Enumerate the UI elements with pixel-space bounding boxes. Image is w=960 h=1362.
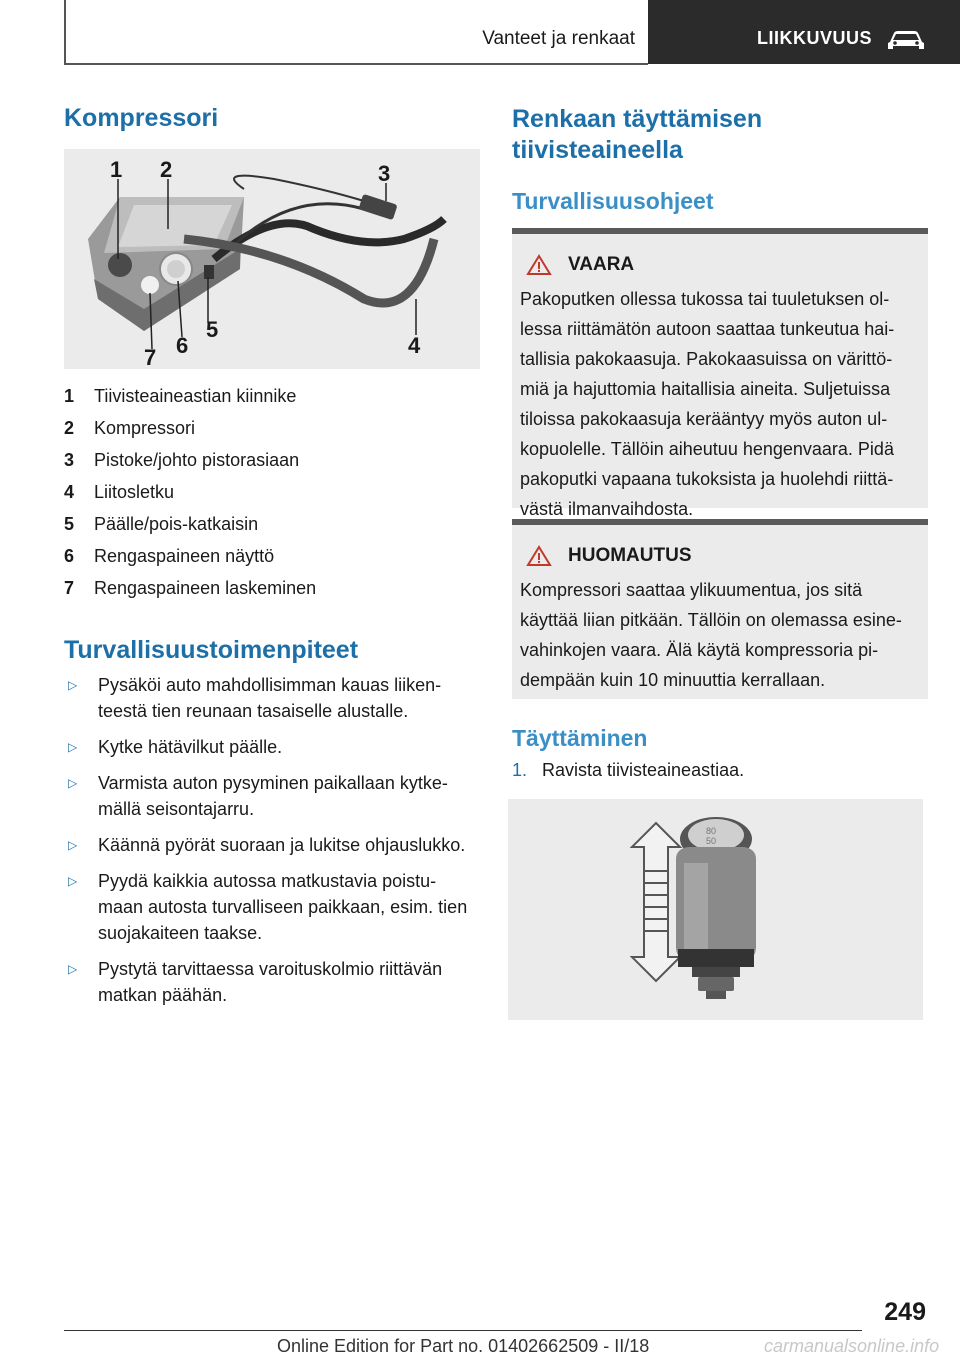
legend-item: 6 Rengaspaineen näyttö	[64, 545, 275, 566]
triangle-bullet-icon: ▷	[68, 962, 78, 976]
bottle-label-80: 80	[706, 826, 717, 836]
chapter-title: LIIKKUVUUS	[757, 28, 873, 48]
shake-bottle-figure	[508, 799, 923, 1020]
legend-item: 5 Päälle/pois-katkaisin	[64, 513, 259, 534]
callout-2: 2	[160, 157, 173, 182]
section-title: Vanteet ja renkaat	[482, 28, 635, 49]
list-item: ▷ Käännä pyörät suoraan ja lukitse ohjauslukko.	[64, 832, 484, 858]
callout-7: 7	[144, 345, 157, 370]
legend-item: 7 Rengaspaineen laskeminen	[64, 577, 317, 598]
bottle-label-50: 50	[706, 836, 717, 846]
watermark-logo: carmanualsonline.info	[764, 1336, 940, 1356]
warning-text: Pakoputken ollessa tukossa tai tuuletuksen ol- lessa riittämätön autoon saattaa tunkeutua hai- tallisia pakokaasuja. Pakokaasuissa on värittö- miä ja hajuttomia haitallisia aineita. Suljetuissa tiloissa pakokaasuja kerääntyy myös auton ul- kopuolelle. Tällöin aiheutuu hengenvaara. Pidä pakoputki vapaana tukoksista ja huolehdi riittä- västä ilmanvaihdosta.	[520, 289, 895, 519]
triangle-bullet-icon: ▷	[68, 776, 78, 790]
sealant-heading: Renkaan täyttämisen tiivisteaineella	[512, 105, 763, 164]
list-item: ▷ Pystytä tarvittaessa varoituskolmio riittävän matkan päähän.	[64, 956, 484, 1008]
warning-triangle-icon	[526, 254, 552, 276]
legend-item: 2 Kompressori	[64, 417, 196, 438]
list-item: ▷ Pyydä kaikkia autossa matkustavia poistu- maan autosta turvalliseen paikkaan, esim. tien suojakaiteen taakse.	[64, 868, 484, 946]
safety-list	[64, 672, 484, 1018]
notice-header: HUOMAUTUS	[520, 545, 920, 567]
notice-box	[512, 519, 928, 699]
triangle-bullet-icon: ▷	[68, 740, 78, 754]
warning-box	[512, 228, 928, 519]
car-icon	[886, 28, 926, 52]
legend-item: 3 Pistoke/johto pistorasiaan	[64, 449, 300, 470]
callout-5: 5	[206, 317, 219, 342]
step-item: 1. Ravista tiivisteaineastiaa.	[512, 760, 745, 780]
warning-header: VAARA	[520, 254, 920, 276]
footer-divider	[64, 1330, 862, 1331]
compressor-figure	[64, 149, 480, 369]
callout-6: 6	[176, 333, 189, 358]
triangle-bullet-icon: ▷	[68, 838, 78, 852]
legend-item: 1 Tiivisteaineastian kiinnike	[64, 385, 297, 406]
safety-measures-heading: Turvallisuustoimenpiteet	[64, 636, 359, 664]
header-divider	[64, 0, 66, 64]
list-item: ▷ Kytke hätävilkut päälle.	[64, 734, 484, 760]
callout-1: 1	[110, 157, 123, 182]
compressor-heading: Kompressori	[64, 104, 219, 132]
callout-4: 4	[408, 333, 421, 358]
triangle-bullet-icon: ▷	[68, 678, 78, 692]
notice-text: Kompressori saattaa ylikuumentua, jos sitä käyttää liian pitkään. Tällöin on olemassa esine- vahinkojen vaara. Älä käytä kompressoria pi- dempään kuin 10 minuuttia kerrallaan.	[520, 580, 902, 690]
legend-item: 4 Liitosletku	[64, 481, 175, 502]
edition-text: Online Edition for Part no. 01402662509 - II/18	[277, 1336, 650, 1356]
figure-legend	[64, 380, 484, 604]
safety-instructions-subheading: Turvallisuusohjeet	[512, 188, 714, 214]
list-item: ▷ Pysäköi auto mahdollisimman kauas liiken- teestä tien reunaan tasaiselle alustalle.	[64, 672, 484, 724]
warning-triangle-icon	[526, 545, 552, 567]
filling-subheading: Täyttäminen	[512, 725, 648, 751]
header-underline	[64, 63, 648, 65]
page-number: 249	[884, 1298, 926, 1326]
list-item: ▷ Varmista auton pysyminen paikallaan kytke- mällä seisontajarru.	[64, 770, 484, 822]
callout-3: 3	[378, 161, 391, 186]
triangle-bullet-icon: ▷	[68, 874, 78, 888]
